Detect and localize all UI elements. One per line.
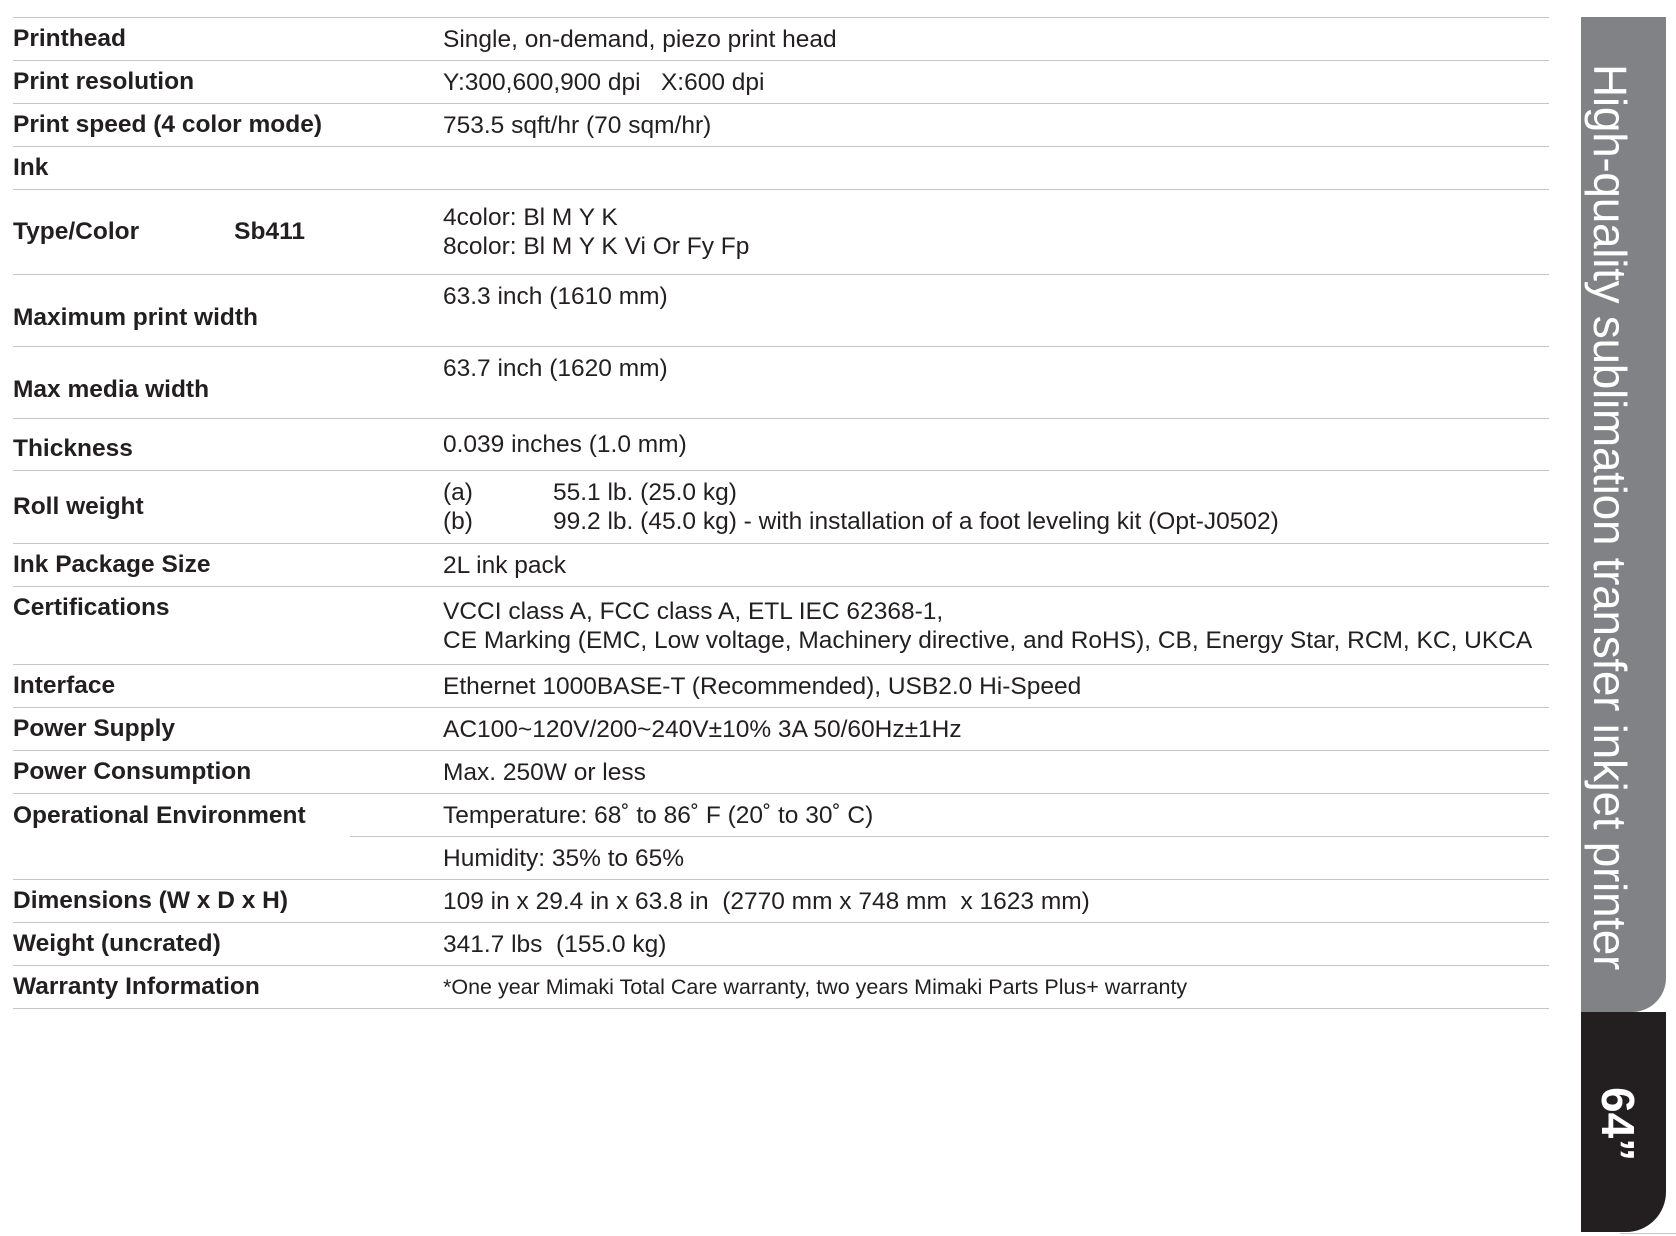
spec-value: 341.7 lbs (155.0 kg) [443, 930, 667, 958]
spec-row-print-speed [13, 104, 1549, 147]
roll-weight-text: 99.2 lb. (45.0 kg) - with installation of a foot leveling kit (Opt-J0502) [553, 508, 1279, 535]
spec-row-interface [13, 665, 1549, 708]
spec-label: Printhead [13, 25, 126, 52]
spec-value: Max. 250W or less [443, 758, 646, 786]
spec-row-roll-weight [13, 471, 1549, 544]
spec-label: Print speed (4 color mode) [13, 111, 323, 138]
roll-weight-item-b [443, 507, 1549, 536]
spec-table [13, 17, 1549, 1009]
spec-row-ink-package [13, 544, 1549, 587]
spec-value-temperature: Temperature: 68˚ to 86˚ F (20˚ to 30˚ C) [443, 802, 874, 829]
spec-label: Ink [13, 154, 49, 181]
spec-label: Operational Environment [13, 801, 306, 829]
spec-label: Roll weight [13, 493, 144, 520]
side-tab [1581, 17, 1666, 1012]
spec-label: Power Supply [13, 715, 176, 742]
spec-label: Certifications [13, 594, 170, 621]
spec-row-weight [13, 923, 1549, 966]
spec-label [13, 190, 443, 274]
spec-row-printhead [13, 18, 1549, 61]
spec-value: AC100~120V/200~240V±10% 3A 50/60Hz±1Hz [443, 715, 962, 743]
printer-size-label: 64” [1592, 1087, 1644, 1162]
spec-value-empty [443, 147, 1549, 189]
ink-colors-8: 8color: Bl M Y K Vi Or Fy Fp [443, 233, 750, 260]
spec-row-dimensions [13, 880, 1549, 923]
spec-row-certifications [13, 587, 1549, 665]
spec-row-operational-environment [13, 794, 1549, 837]
spec-row-ink [13, 147, 1549, 190]
spec-row-humidity [13, 837, 1549, 880]
roll-weight-code: (a) [443, 479, 473, 506]
spec-label: Max media width [13, 375, 210, 403]
spec-label: Power Consumption [13, 758, 252, 785]
spec-label: Warranty Information [13, 973, 260, 1000]
spec-row-max-print-width [13, 275, 1549, 347]
spec-value: 63.3 inch (1610 mm) [443, 283, 668, 310]
roll-weight-item-a [443, 478, 1549, 507]
spec-row-print-resolution [13, 61, 1549, 104]
spec-row-power-consumption [13, 751, 1549, 794]
spec-value [443, 471, 1549, 543]
size-tab [1581, 1012, 1666, 1232]
spec-value: Single, on-demand, piezo print head [443, 25, 837, 53]
spec-value: *One year Mimaki Total Care warranty, two years Mimaki Parts Plus+ warranty [443, 974, 1188, 999]
spec-label: Print resolution [13, 68, 195, 95]
certifications-line-2: CE Marking (EMC, Low voltage, Machinery directive, and RoHS), CB, Energy Star, RCM, KC, UKCA [443, 627, 1533, 654]
spec-label: Thickness [13, 434, 133, 462]
spec-label: Dimensions (W x D x H) [13, 887, 288, 914]
roll-weight-code: (b) [443, 508, 473, 535]
spec-value: Ethernet 1000BASE-T (Recommended), USB2.0 Hi-Speed [443, 672, 1082, 700]
spec-value [443, 587, 1549, 664]
spec-value: 2L ink pack [443, 551, 567, 579]
ink-colors-4: 4color: Bl M Y K [443, 204, 618, 231]
certifications-line-1: VCCI class A, FCC class A, ETL IEC 62368-1, [443, 598, 944, 625]
bottom-divider [1620, 1233, 1676, 1234]
spec-label: Interface [13, 672, 116, 699]
spec-value [443, 190, 1549, 274]
spec-label-empty [13, 837, 443, 879]
spec-row-thickness [13, 419, 1549, 471]
spec-row-power-supply [13, 708, 1549, 751]
spec-value: 63.7 inch (1620 mm) [443, 355, 668, 382]
spec-row-type-color [13, 190, 1549, 275]
ink-model-label: Sb411 [234, 218, 305, 245]
spec-value: 753.5 sqft/hr (70 sqm/hr) [443, 111, 712, 139]
spec-value: 0.039 inches (1.0 mm) [443, 431, 687, 458]
spec-value: Y:300,600,900 dpi X:600 dpi [443, 68, 765, 96]
spec-label: Weight (uncrated) [13, 930, 221, 957]
spec-label: Maximum print width [13, 303, 258, 331]
type-color-label: Type/Color [13, 218, 140, 245]
roll-weight-text: 55.1 lb. (25.0 kg) [553, 479, 737, 506]
spec-label: Ink Package Size [13, 551, 211, 578]
side-tab-title: High-quality sublimation transfer inkjet printer [1584, 64, 1636, 971]
spec-value: 109 in x 29.4 in x 63.8 in (2770 mm x 748 mm x 1623 mm) [443, 887, 1090, 915]
spec-value-humidity: Humidity: 35% to 65% [443, 844, 685, 872]
spec-row-max-media-width [13, 347, 1549, 419]
spec-row-warranty [13, 966, 1549, 1009]
